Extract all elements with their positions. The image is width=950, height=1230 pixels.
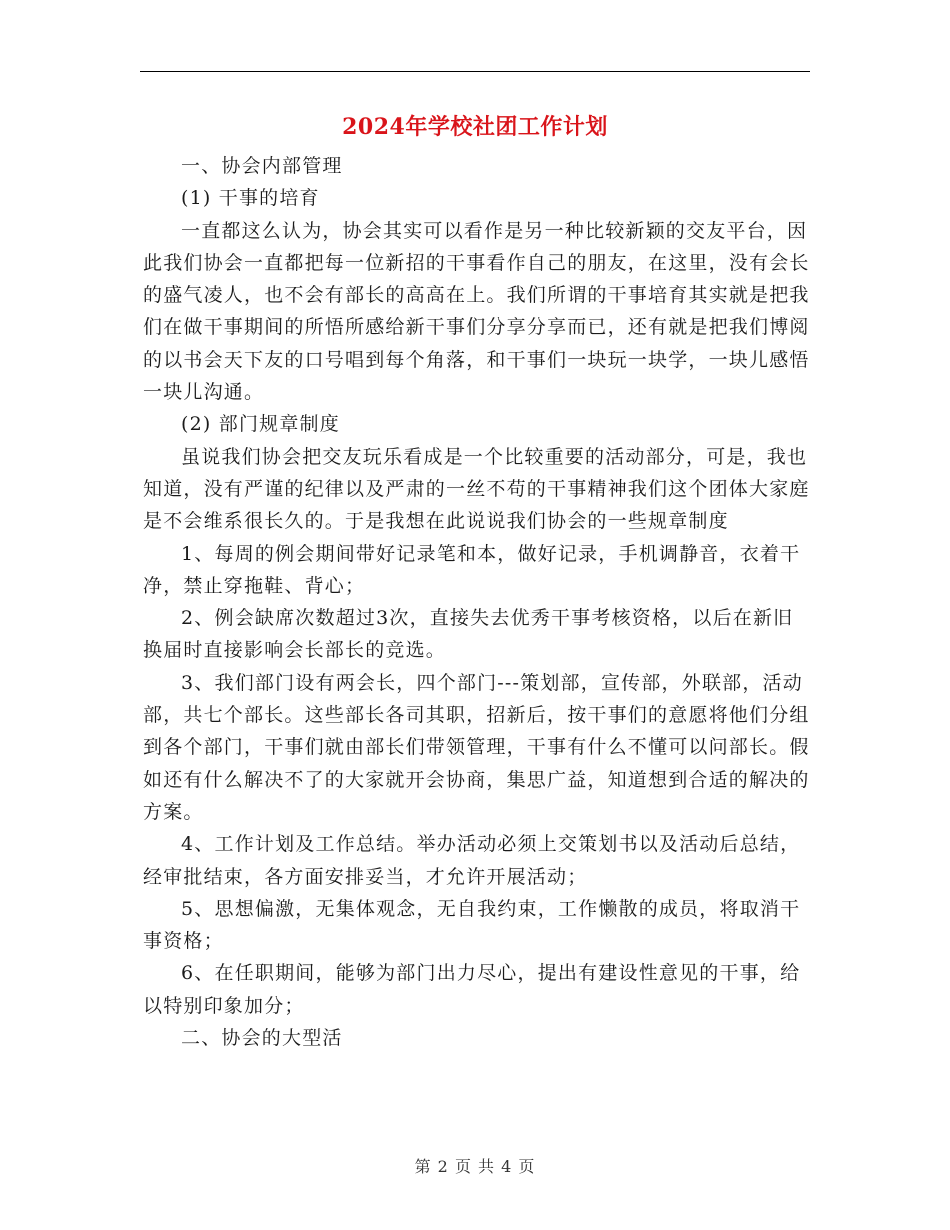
rule-item: 6、在任职期间，能够为部门出力尽心，提出有建设性意见的干事，给以特别印象加分；	[143, 962, 801, 1017]
body-paragraph: 虽说我们协会把交友玩乐看成是一个比较重要的活动部分，可是，我也知道，没有严谨的纪律以及严肃的一丝不苟的干事精神我们这个团体大家庭是不会维系很长久的。于是我想在此说说我们协会的一些规章制度	[143, 445, 810, 533]
rule-item: 3、我们部门设有两会长，四个部门---策划部，宣传部，外联部，活动部，共七个部长。这些部长各司其职，招新后，按干事们的意愿将他们分组到各个部门，干事们就由部长们带领管理，干事有什么不懂可以问部长。假如还有什么解决不了的大家就开会协商，集思广益，知道想到合适的解决的方案。	[143, 671, 810, 823]
rule-item: 1、每周的例会期间带好记录笔和本，做好记录，手机调静音，衣着干净，禁止穿拖鞋、背心；	[143, 542, 801, 597]
header-rule	[140, 71, 810, 72]
subsection-heading: (2) 部门规章制度	[181, 413, 340, 436]
body-paragraph: 一直都这么认为，协会其实可以看作是另一种比较新颖的交友平台，因此我们协会一直都把每一位新招的干事看作自己的朋友，在这里，没有会长的盛气凌人，也不会有部长的高高在上。我们所谓的干事培育其实就是把我们在做干事期间的所悟所感给新干事们分享分享而已，还有就是把我们博阅的以书会天下友的口号唱到每个角落，和干事们一块玩一块学，一块儿感悟一块儿沟通。	[143, 219, 810, 404]
subsection-heading: (1) 干事的培育	[181, 187, 320, 210]
rule-item: 2、例会缺席次数超过3次，直接失去优秀干事考核资格，以后在新旧换届时直接影响会长部长的竞选。	[143, 607, 794, 662]
page-number: 第 2 页 共 4 页	[414, 1157, 536, 1176]
rule-item: 5、思想偏激，无集体观念，无自我约束，工作懒散的成员，将取消干事资格；	[143, 897, 801, 953]
document-title: 2024年学校社团工作计划	[342, 114, 608, 140]
document-body	[143, 150, 813, 1054]
section-heading: 一、协会内部管理	[181, 155, 343, 177]
rule-item: 4、工作计划及工作总结。举办活动必须上交策划书以及活动后总结，经审批结束，各方面安排妥当，才允许开展活动；	[143, 833, 801, 888]
section-heading: 二、协会的大型活	[181, 1027, 343, 1050]
